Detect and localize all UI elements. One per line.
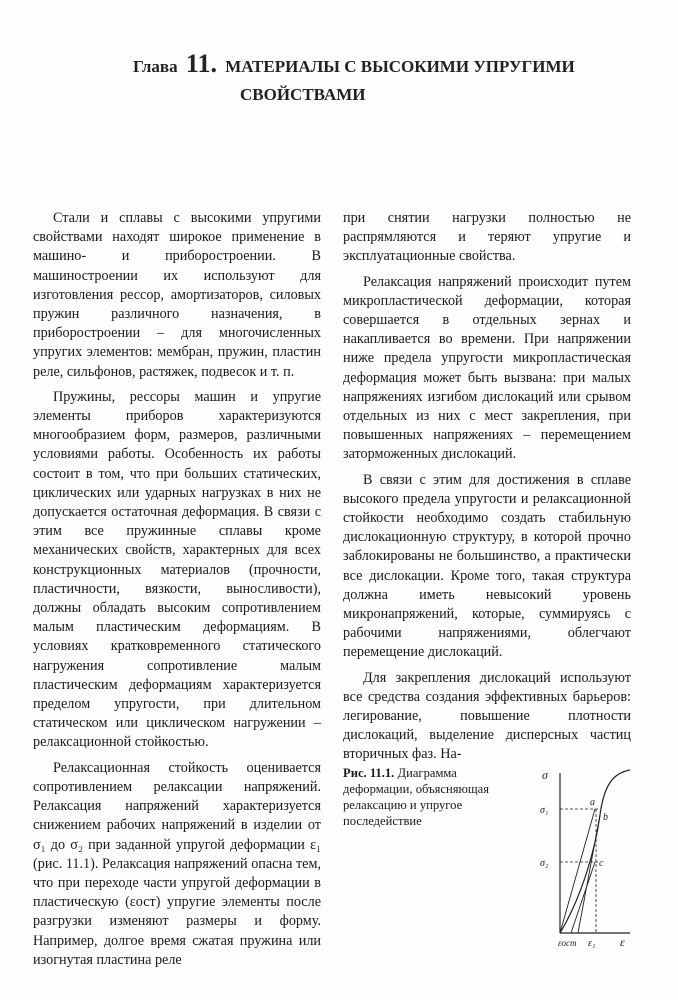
strain-curve (560, 770, 630, 933)
paragraph: при снятии нагрузки полностью не распрямляются и теряют упругие и эксплуатационные свойства. (343, 210, 631, 265)
sigma1-label: σ₁ (540, 805, 549, 816)
chapter-title-line2: СВОЙСТВАМИ (240, 85, 366, 104)
eps1-label: ε₁ (588, 938, 596, 949)
paragraph: В связи с этим для достижения в сплаве высокого предела упругости и релаксационной стойкости необходимо создать стабильную дислокационную структуру, в которой прочно заблокированы не большинство, а практически все дислокации. Кроме того, такая структура должна иметь невысокий уровень микронапряжений, которые, суммируясь с рабочими напряжениями, облегчают перемещение дислокаций. (343, 471, 631, 661)
paragraph: Для закрепления дислокаций используют все средства создания эффективных барьеров: легирование, повышение плотности дислокаций, выделение дисперсных частиц вторичных фаз. На- (343, 669, 631, 763)
paragraph: Релаксация напряжений происходит путем микропластической деформации, которая совершается в отдельных зернах и накапливается во времени. При напряжении ниже предела упругости микропластическая деформация может быть вызвана: при малых напряжениях изгибом дислокаций или срывом отдельных из них с мест закрепления, при повышенных напряжениях – перемещением заторможенных дислокаций. (343, 273, 631, 463)
chapter-heading (133, 50, 653, 109)
line-to-b (578, 815, 600, 933)
figure-caption (343, 765, 513, 829)
sigma2-label: σ₂ (540, 858, 549, 869)
eps-label: ε (620, 935, 625, 949)
paragraph: Стали и сплавы с высокими упругими свойствами находят широкое применение в машино- и приборостроении. В машиностроении их используют для изготовления рессор, амортизаторов, силовых пружин различного назначения, в приборостроении – для многочисленных упругих элементов: мембран, пружин, пластин реле, сильфонов, растяжек, подвесок и т. п. (33, 210, 321, 380)
point-a-label: a (590, 797, 595, 808)
figure-number: Рис. 11.1. (343, 766, 395, 780)
point-b-label: b (603, 812, 608, 823)
eps-ost-label: εост (558, 938, 577, 948)
point-c-label: c (599, 858, 604, 869)
right-column (343, 209, 631, 765)
stress-strain-diagram (538, 765, 633, 950)
paragraph: Пружины, рессоры машин и упругие элементы приборов характеризуются многообразием форм, размеров, различными условиями работы. Особенность их работы состоит в том, что при больших статических, циклических или ударных нагрузках в них не допускается остаточная деформация. В связи с этим все пружинные сплавы кроме механических свойств, характерных для всех конструкционных материалов (прочности, пластичности, вязкости, выносливости), должны обладать высоким сопротивлением малым пластическим деформациям. В условиях кратковременного статического нагружения сопротивление малым пластическим деформациям характеризуется пределом упругости, при длительном статическом или циклическом нагружении – релаксационной стойкостью. (33, 388, 321, 751)
left-column (33, 209, 321, 970)
chapter-number: 11. (185, 49, 217, 78)
chapter-label: Глава (133, 57, 178, 76)
line-to-c (571, 862, 595, 933)
sigma-label: σ (542, 768, 548, 782)
chapter-title-line1: МАТЕРИАЛЫ С ВЫСОКИМИ УПРУГИМИ (225, 57, 575, 76)
paragraph: Релаксационная стойкость оценивается сопротивлением релаксации напряжений. Релаксация напряжений характеризуется снижением рабочих напряжений в изделии от σ₁ до σ₂ при заданной упругой деформации ε₁ (рис. 11.1). Релаксация напряжений опасна тем, что при переходе части упругой деформации в пластическую (εост) упругие элементы после разгрузки изменяют размеры и форму. Например, долгое время сжатая пружина или изогнутая пластина реле (33, 759, 321, 968)
figure-11-1 (343, 765, 643, 950)
figure-caption-text: Диаграмма деформации, объясняющая релаксацию и упругое последействие (343, 766, 490, 828)
